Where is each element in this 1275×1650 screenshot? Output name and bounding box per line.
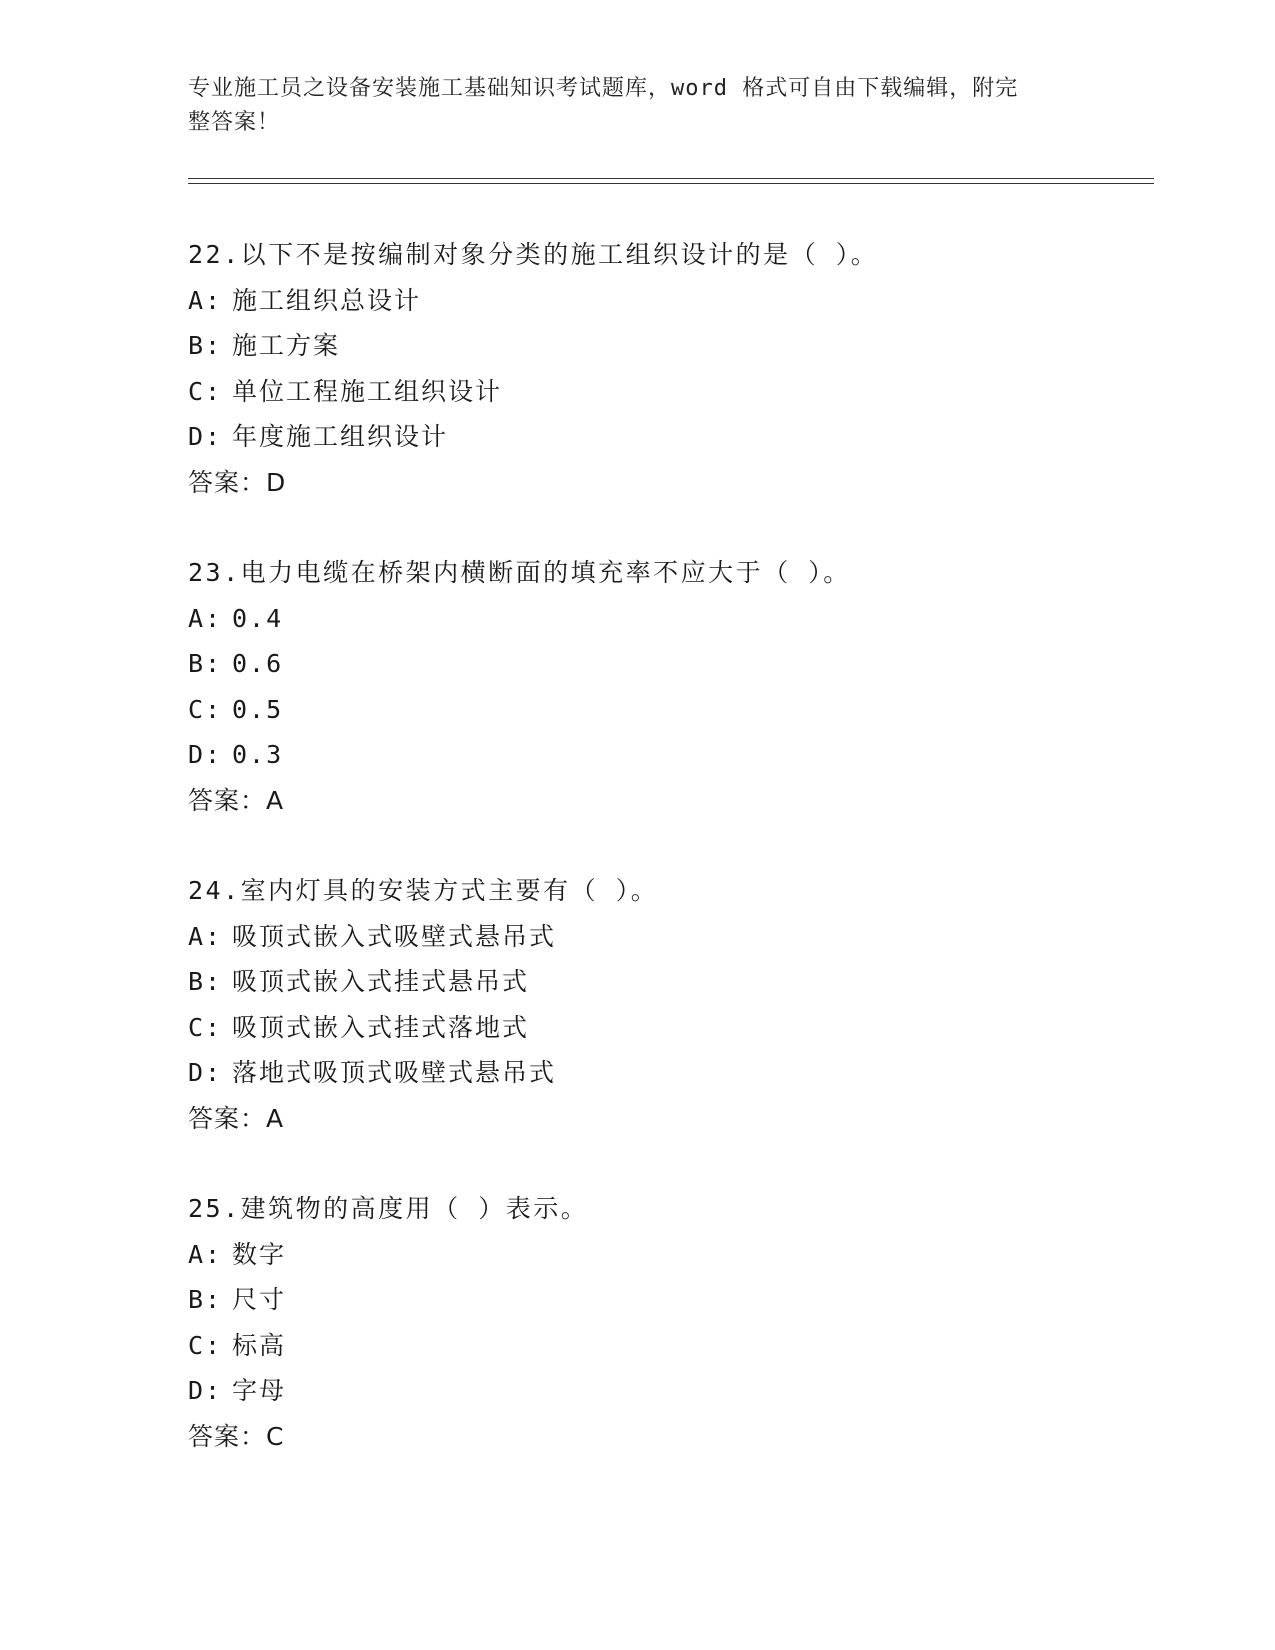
question-25	[188, 1186, 1154, 1459]
option-d	[188, 1368, 1154, 1414]
option-text: 0.5	[232, 694, 284, 724]
option-letter: A:	[188, 285, 223, 315]
option-text: 施工方案	[232, 331, 341, 360]
option-text: 数字	[232, 1239, 287, 1269]
option-text: 单位工程施工组织设计	[232, 376, 503, 406]
option-letter: D:	[188, 1376, 223, 1405]
option-c	[188, 1323, 1154, 1369]
option-letter: A:	[188, 1239, 223, 1269]
answer-line: 答案：A	[188, 785, 285, 815]
option-text: 年度施工组织设计	[232, 422, 449, 451]
option-c	[188, 687, 1154, 733]
header-divider-top	[188, 178, 1154, 179]
document-header	[188, 72, 1068, 140]
option-letter: B:	[188, 649, 223, 678]
option-b	[188, 641, 1154, 687]
option-letter: C:	[188, 1330, 223, 1360]
option-text: 落地式吸顶式吸壁式悬吊式	[232, 1058, 557, 1087]
answer-line: 答案：D	[188, 467, 287, 497]
option-b	[188, 1277, 1154, 1323]
option-letter: A:	[188, 603, 223, 633]
option-c	[188, 1005, 1154, 1051]
option-a	[188, 278, 1154, 324]
option-d	[188, 1050, 1154, 1096]
option-d	[188, 414, 1154, 460]
option-text: 0.3	[232, 740, 284, 769]
option-b	[188, 323, 1154, 369]
option-a	[188, 596, 1154, 642]
header-line-1: 专业施工员之设备安装施工基础知识考试题库，word 格式可自由下载编辑，附完	[188, 76, 1019, 101]
option-a	[188, 1232, 1154, 1278]
option-b	[188, 959, 1154, 1005]
option-c	[188, 369, 1154, 415]
question-list	[188, 232, 1154, 1504]
option-text: 0.6	[232, 649, 284, 678]
question-stem: 25.建筑物的高度用（ ）表示。	[188, 1194, 589, 1223]
option-text: 吸顶式嵌入式挂式悬吊式	[232, 967, 530, 996]
question-stem: 24.室内灯具的安装方式主要有（ ）。	[188, 876, 659, 905]
option-text: 施工组织总设计	[232, 285, 422, 315]
answer-line: 答案：C	[188, 1421, 285, 1451]
question-23	[188, 550, 1154, 823]
option-text: 字母	[232, 1376, 287, 1405]
option-letter: D:	[188, 740, 223, 769]
option-letter: B:	[188, 1285, 223, 1314]
option-d	[188, 732, 1154, 778]
option-a	[188, 914, 1154, 960]
option-letter: D:	[188, 422, 223, 451]
option-letter: D:	[188, 1058, 223, 1087]
question-24	[188, 868, 1154, 1141]
option-letter: C:	[188, 694, 223, 724]
option-text: 标高	[232, 1330, 287, 1360]
option-text: 尺寸	[232, 1285, 287, 1314]
question-stem: 22.以下不是按编制对象分类的施工组织设计的是（ ）。	[188, 240, 879, 269]
option-text: 0.4	[232, 603, 284, 633]
option-letter: A:	[188, 921, 223, 951]
header-line-2: 整答案！	[188, 110, 281, 135]
option-letter: B:	[188, 331, 223, 360]
question-22	[188, 232, 1154, 505]
option-letter: C:	[188, 376, 223, 406]
option-text: 吸顶式嵌入式吸壁式悬吊式	[232, 921, 557, 951]
header-divider-bottom	[188, 183, 1154, 184]
option-letter: C:	[188, 1012, 223, 1042]
option-letter: B:	[188, 967, 223, 996]
option-text: 吸顶式嵌入式挂式落地式	[232, 1012, 530, 1042]
answer-line: 答案：A	[188, 1103, 285, 1133]
question-stem: 23.电力电缆在桥架内横断面的填充率不应大于（ ）。	[188, 558, 851, 587]
